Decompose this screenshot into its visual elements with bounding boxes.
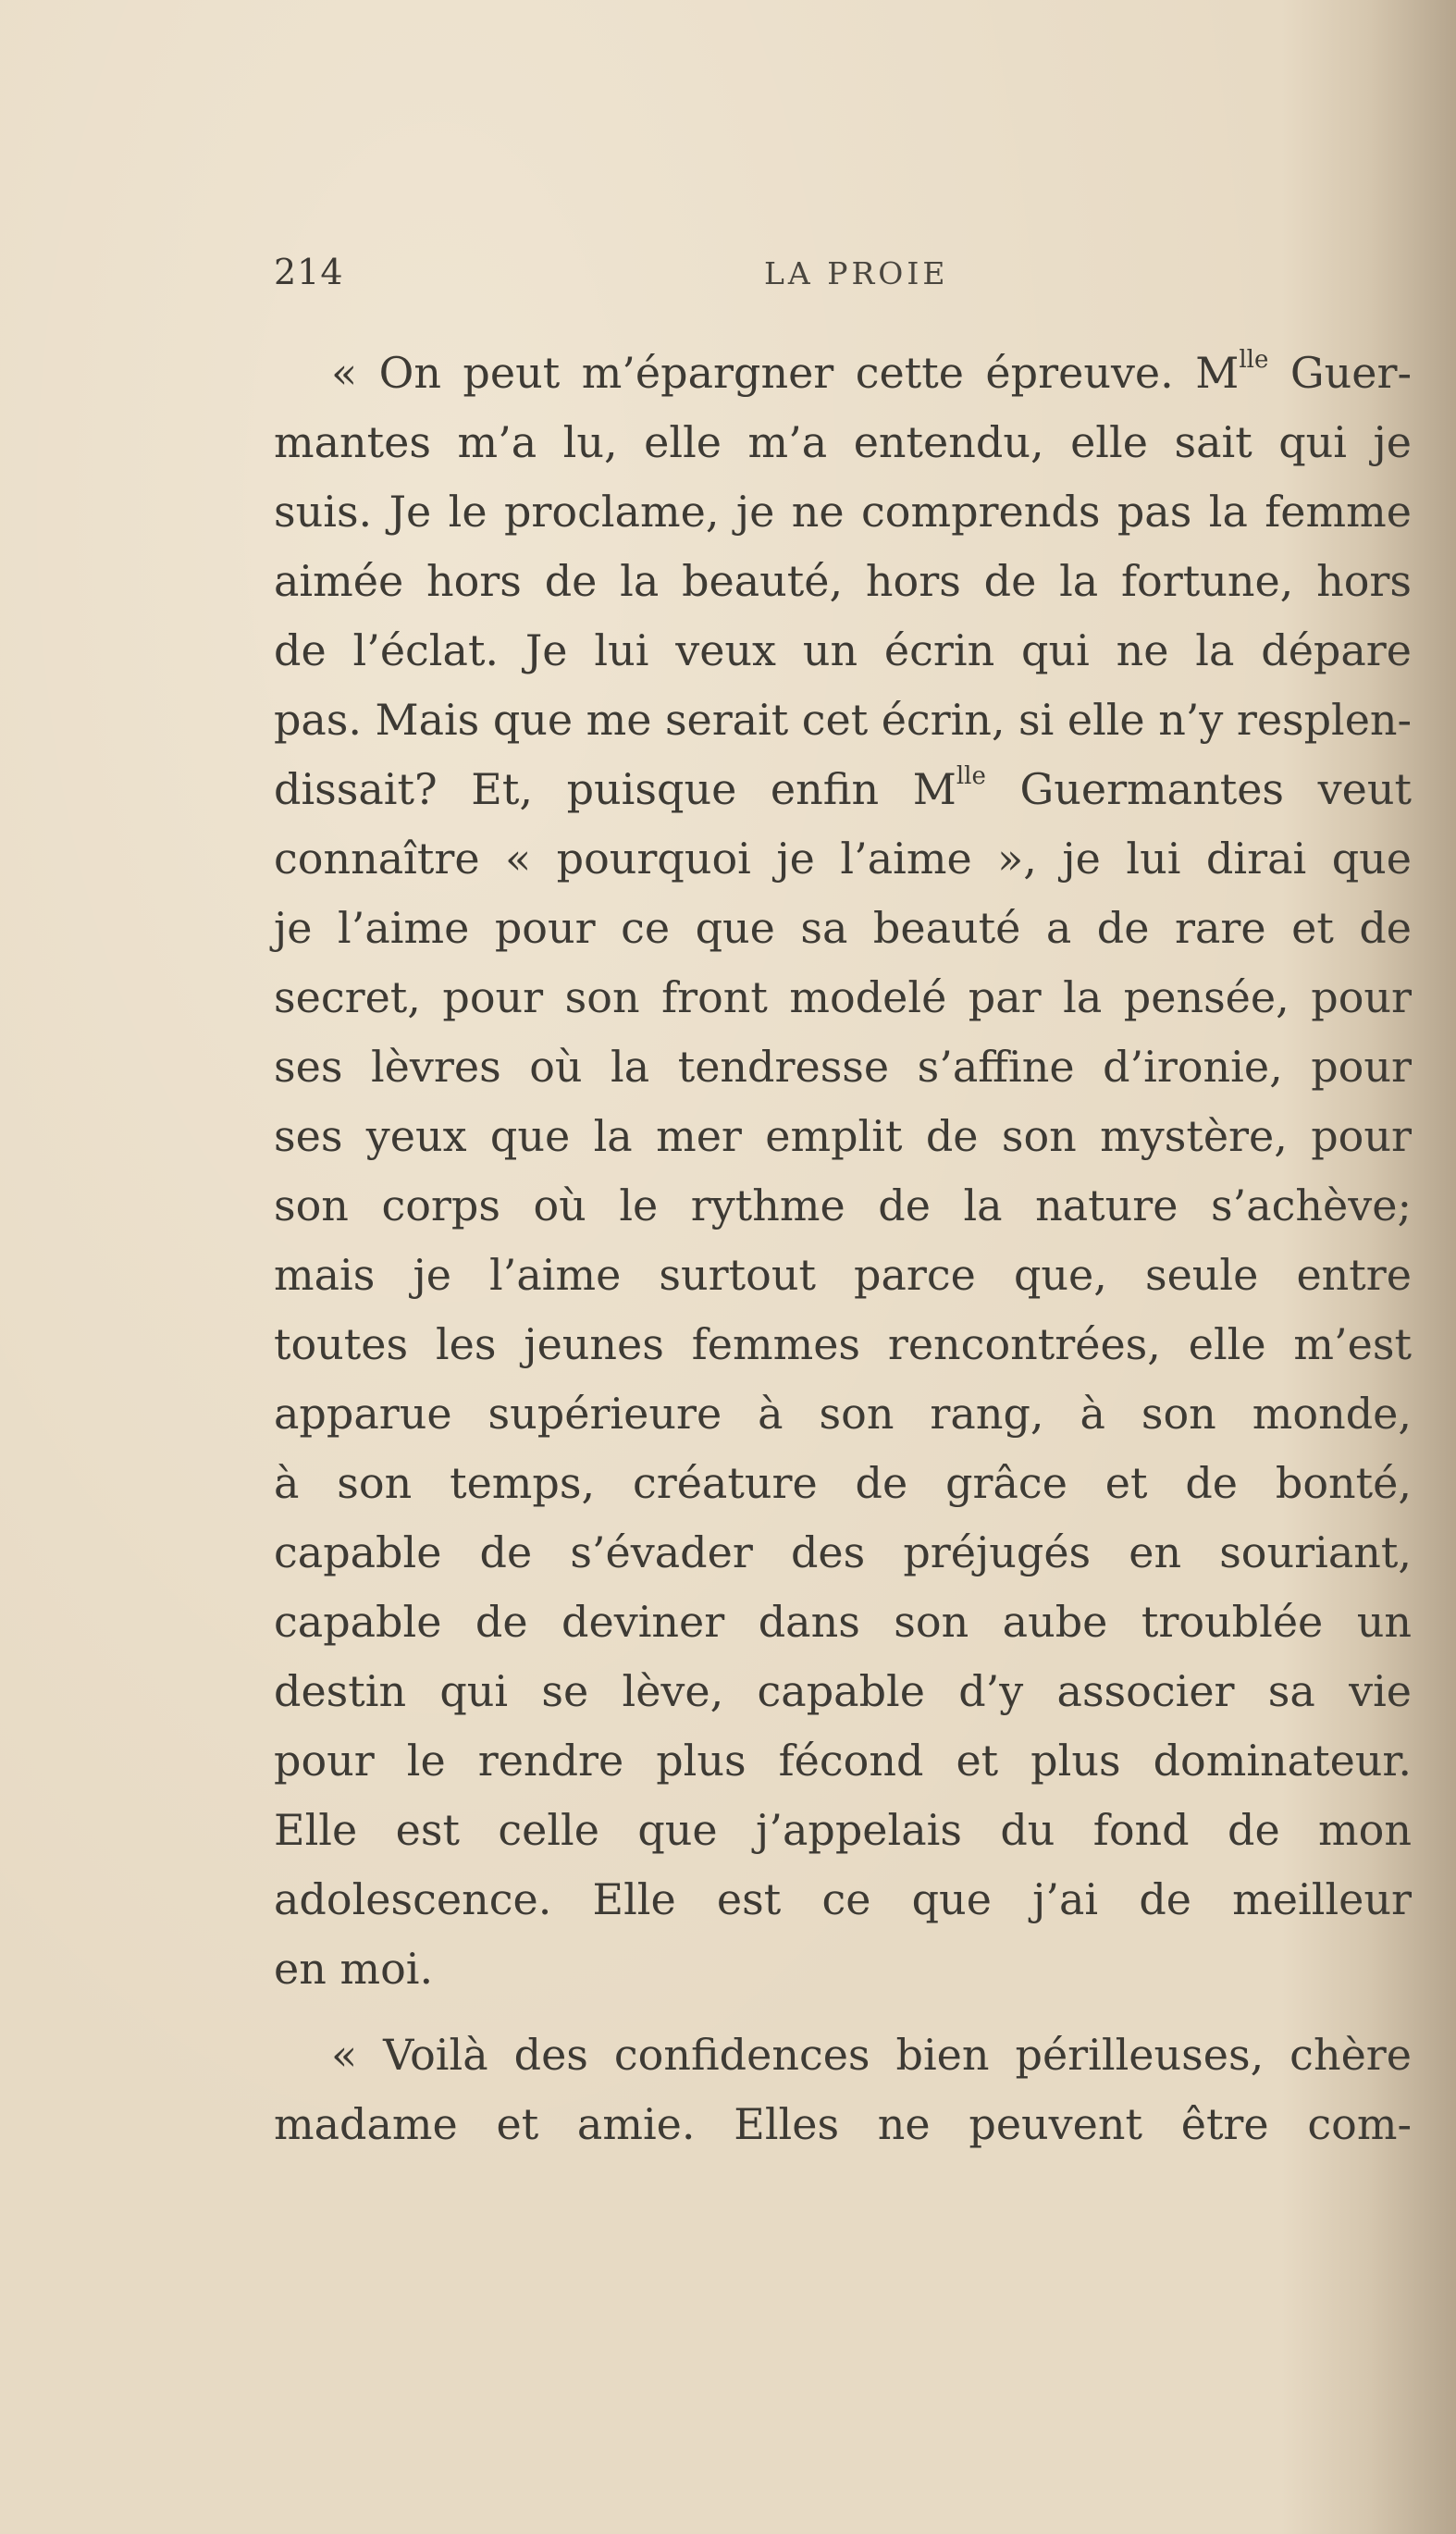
text-line: pour le rendre plus fécond et plus dominateur.: [274, 1736, 1412, 1786]
text-line: mantes m’a lu, elle m’a entendu, elle sait qui je: [274, 417, 1412, 467]
text-line: adolescence. Elle est ce que j’ai de meilleur: [274, 1874, 1412, 1924]
text-line: connaître « pourquoi je l’aime », je lui dirai que: [274, 834, 1412, 884]
text-line: « Voilà des confidences bien périlleuses, chère: [331, 2030, 1412, 2080]
text-line: son corps où le rythme de la nature s’achève;: [274, 1180, 1412, 1230]
text-line: suis. Je le proclame, je ne comprends pas la femme: [274, 487, 1412, 537]
text-line: toutes les jeunes femmes rencontrées, elle m’est: [274, 1319, 1412, 1369]
text-line: Elle est celle que j’appelais du fond de mon: [274, 1805, 1412, 1855]
text-line: capable de s’évader des préjugés en souriant,: [274, 1527, 1412, 1577]
text-line: madame et amie. Elles ne peuvent être com-: [274, 2099, 1412, 2149]
text-line: de l’éclat. Je lui veux un écrin qui ne la dépare: [274, 625, 1412, 675]
text-line: pas. Mais que me serait cet écrin, si elle n’y resplen-: [274, 695, 1413, 745]
running-title: LA PROIE: [764, 255, 949, 291]
text-line: dissait? Et, puisque enfin $M^{lle}$ Guermantes veut: [274, 762, 1412, 814]
text-line: secret, pour son front modelé par la pensée, pour: [274, 972, 1412, 1022]
paragraph-2: [274, 2021, 1412, 2159]
text-line: à son temps, créature de grâce et de bonté,: [274, 1458, 1412, 1508]
text-line: je l’aime pour ce que sa beauté a de rare et de: [274, 903, 1412, 953]
text-line: ses yeux que la mer emplit de son mystère, pour: [274, 1111, 1412, 1161]
text-line: ses lèvres où la tendresse s’affine d’ironie, pour: [274, 1042, 1412, 1092]
page-number: 214: [274, 252, 344, 292]
text-line: capable de deviner dans son aube troublée un: [274, 1597, 1412, 1647]
text-line: aimée hors de la beauté, hors de la fortune, hors: [274, 556, 1412, 606]
text-line: apparue supérieure à son rang, à son monde,: [274, 1389, 1412, 1439]
text-line: mais je l’aime surtout parce que, seule entre: [274, 1250, 1412, 1300]
body-text: [274, 339, 1412, 2159]
text-line: destin qui se lève, capable d’y associer sa vie: [274, 1666, 1412, 1716]
page-header: [274, 252, 1412, 307]
text-line: « On peut m’épargner cette épreuve. $M^{lle}$ Guer-: [331, 346, 1412, 398]
paragraph-1: [274, 339, 1412, 2004]
text-line: en moi.: [274, 1944, 434, 1994]
